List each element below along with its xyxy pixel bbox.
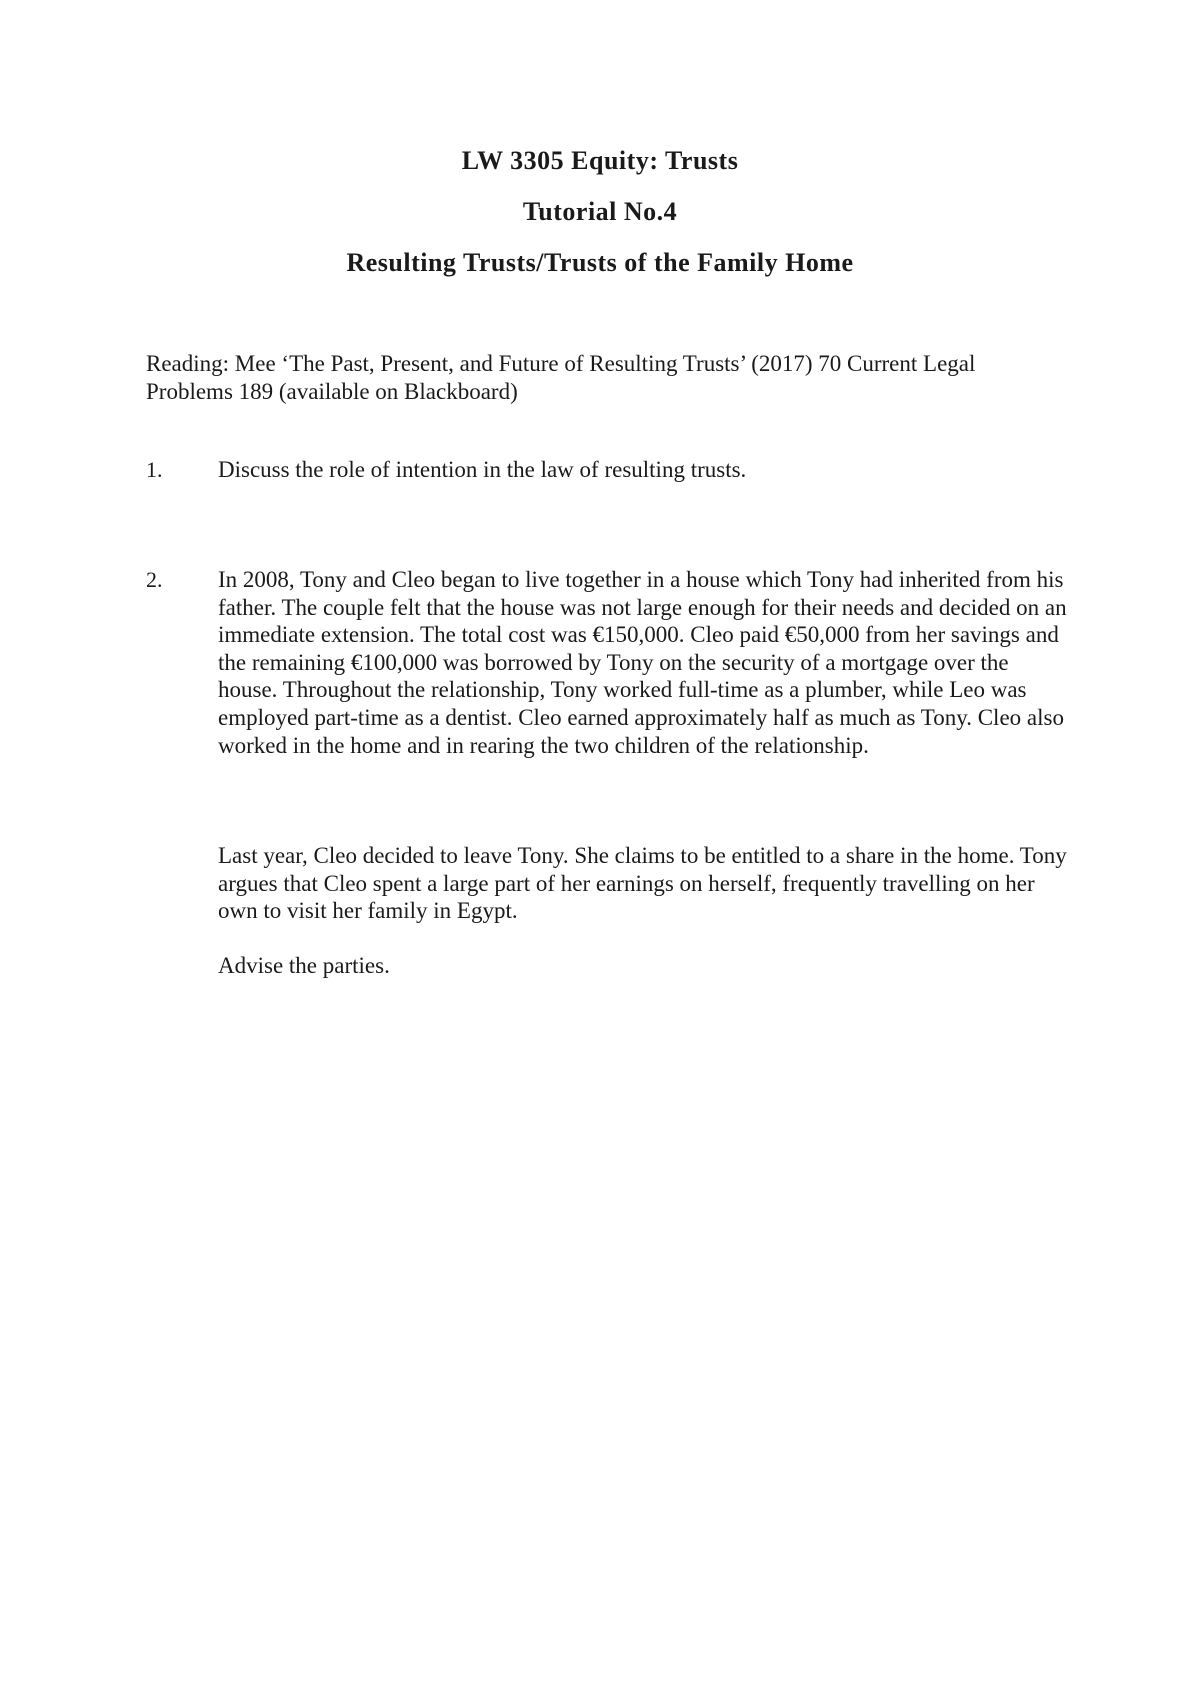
question-2-instruction: Advise the parties. [218,953,390,978]
question-2-paragraph-1: In 2008, Tony and Cleo began to live together in a house which Tony had inherited from his father. The couple felt that the house was not large enough for their needs and decided on an immediate extension. The total cost was €150,000. Cleo paid €50,000 from her savings and the remaining €100,000 was borrowed by Tony on the security of a mortgage over the house. Throughout the relationship, Tony worked full-time as a plumber, while Leo was employed part-time as a dentist. Cleo earned approximately half as much as Tony. Cleo also worked in the home and in rearing the two children of the relationship. [218,567,1067,758]
question-2-number: 2. [146,567,163,592]
tutorial-topic: Resulting Trusts/Trusts of the Family Home [346,248,854,277]
tutorial-number: Tutorial No.4 [522,197,678,226]
course-title: LW 3305 Equity: Trusts [461,146,739,175]
question-1-number: 1. [146,457,163,482]
question-1-text: Discuss the role of intention in the law of resulting trusts. [218,457,747,482]
reading-reference: Reading: Mee ‘The Past, Present, and Future of Resulting Trusts’ (2017) 70 Current Legal Problems 189 (available on Blackboard) [146,351,976,404]
question-2-paragraph-2: Last year, Cleo decided to leave Tony. She claims to be entitled to a share in the home. Tony argues that Cleo spent a large part of her earnings on herself, frequently travelling on her own to visit her family in Egypt. [218,843,1067,924]
